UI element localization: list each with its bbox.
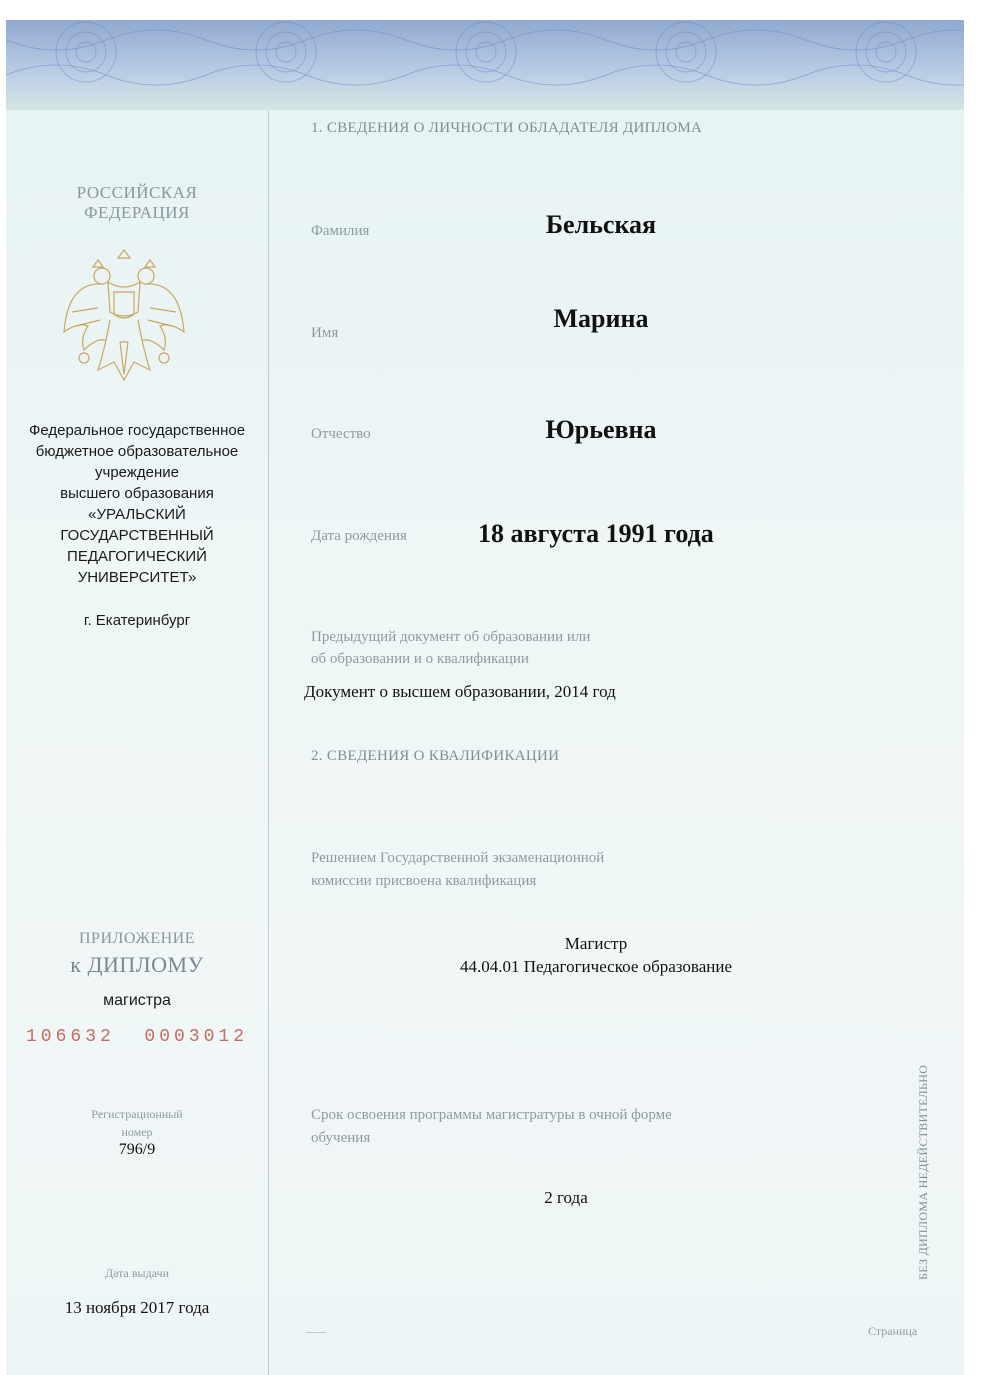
vertical-validity-note: БЕЗ ДИПЛОМА НЕДЕЙСТВИТЕЛЬНО <box>916 1064 930 1280</box>
previous-document-label-line2: об образовании и о квалификации <box>311 651 529 667</box>
patronymic-label: Отчество <box>311 426 371 442</box>
registration-number: 796/9 <box>118 1141 156 1158</box>
section1-title: 1. СВЕДЕНИЯ О ЛИЧНОСТИ ОБЛАДАТЕЛЯ ДИПЛОМА <box>311 120 703 136</box>
guilloche-pattern <box>6 20 964 110</box>
appendix-degree: магистра <box>103 992 171 1009</box>
organization-city: г. Екатеринбург <box>83 612 191 629</box>
country-line2: ФЕДЕРАЦИЯ <box>84 203 190 222</box>
qualification-value: Магистр <box>564 934 628 953</box>
column-divider <box>268 110 269 1375</box>
issue-date: 13 ноября 2017 года <box>64 1298 210 1317</box>
country-line1: РОССИЙСКАЯ <box>76 183 198 202</box>
specialty-value: 44.04.01 Педагогическое образование <box>459 957 733 976</box>
document-sheet <box>6 20 964 1375</box>
appendix-title-line2: к ДИПЛОМУ <box>70 952 204 977</box>
coat-of-arms-emblem <box>58 242 190 392</box>
org-line: учреждение <box>95 464 179 481</box>
org-line: «УРАЛЬСКИЙ <box>88 506 186 523</box>
section2-title: 2. СВЕДЕНИЯ О КВАЛИФИКАЦИИ <box>311 748 560 764</box>
appendix-title-line1: ПРИЛОЖЕНИЕ <box>78 930 195 947</box>
org-line: УНИВЕРСИТЕТ» <box>77 569 197 586</box>
patronymic-value: Юрьевна <box>545 415 657 444</box>
guilloche-band <box>6 20 964 110</box>
study-term-value: 2 года <box>544 1188 588 1207</box>
double-headed-eagle-icon <box>58 242 190 392</box>
previous-document-label-line1: Предыдущий документ об образовании или <box>311 629 591 645</box>
study-term-label-line2: обучения <box>311 1130 371 1146</box>
page-label: Страница <box>868 1324 918 1338</box>
organization-block <box>6 420 268 588</box>
org-line: Федеральное государственное <box>28 422 246 439</box>
org-line: ГОСУДАРСТВЕННЫЙ <box>60 527 214 544</box>
decision-text-line1: Решением Государственной экзаменационной <box>311 850 605 866</box>
issue-date-label: Дата выдачи <box>104 1266 170 1280</box>
birth-date-label: Дата рождения <box>311 528 407 544</box>
page-marker-line <box>306 1332 326 1333</box>
name-value: Марина <box>553 304 649 333</box>
study-term-label-line1: Срок освоения программы магистратуры в очной форме <box>311 1107 672 1123</box>
birth-date-value: 18 августа 1991 года <box>478 519 714 548</box>
org-line: ПЕДАГОГИЧЕСКИЙ <box>67 548 207 565</box>
name-label: Имя <box>311 325 339 341</box>
surname-label: Фамилия <box>311 223 370 239</box>
appendix-serial-number: 106632 0003012 <box>25 1027 249 1047</box>
surname-value: Бельская <box>545 210 657 239</box>
registration-label-line2: номер <box>121 1125 153 1139</box>
previous-document-value: Документ о высшем образовании, 2014 год <box>304 682 616 701</box>
decision-text-line2: комиссии присвоена квалификация <box>311 873 537 889</box>
org-line: высшего образования <box>60 485 214 502</box>
registration-label-line1: Регистрационный <box>91 1107 183 1121</box>
org-line: бюджетное образовательное <box>35 443 239 460</box>
